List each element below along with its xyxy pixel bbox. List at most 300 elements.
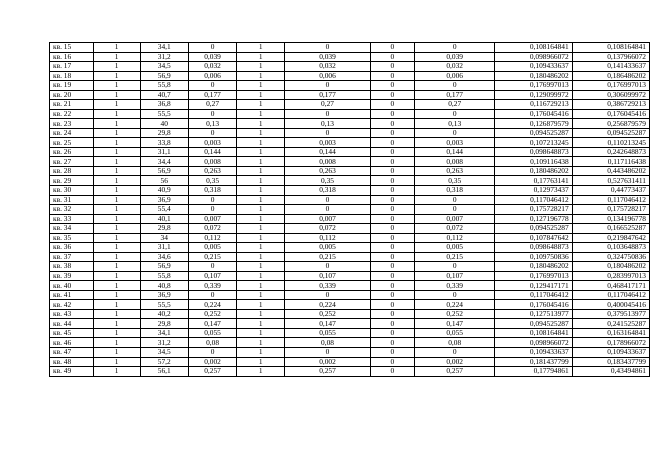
table-row — [50, 271, 650, 281]
table-cell: 0 — [370, 205, 414, 215]
table-cell: 1 — [93, 271, 140, 281]
table-cell: 0,141433637 — [572, 62, 649, 72]
table-cell: 0,318 — [188, 185, 236, 195]
table-cell: 0,008 — [285, 157, 370, 167]
table-cell: 0,181437799 — [495, 357, 572, 367]
table-cell: 33,8 — [140, 138, 188, 148]
table-cell: 0 — [370, 328, 414, 338]
table-cell: 0 — [370, 243, 414, 253]
table-cell: 0,098966072 — [495, 52, 572, 62]
table-row — [50, 300, 650, 310]
table-cell: кв. 39 — [50, 271, 94, 281]
table-row — [50, 290, 650, 300]
table-cell: 0,339 — [285, 281, 370, 291]
table-cell: 0,109433637 — [495, 348, 572, 358]
table-cell: 40,1 — [140, 214, 188, 224]
table-row — [50, 357, 650, 367]
table-body — [50, 43, 650, 377]
table-cell: 0 — [370, 157, 414, 167]
table-row — [50, 348, 650, 358]
table-cell: 1 — [93, 300, 140, 310]
table-cell: 0,109116438 — [495, 157, 572, 167]
table-row — [50, 243, 650, 253]
table-cell: 29,8 — [140, 224, 188, 234]
table-cell: 0 — [370, 300, 414, 310]
table-cell: 0 — [370, 281, 414, 291]
table-cell: 1 — [237, 224, 285, 234]
table-row — [50, 338, 650, 348]
table-cell: 0,215 — [414, 252, 495, 262]
table-cell: 0,007 — [188, 214, 236, 224]
table-cell: 0,176997013 — [572, 81, 649, 91]
table-cell: 0,007 — [414, 214, 495, 224]
table-cell: 0,379513977 — [572, 309, 649, 319]
table-cell: 56,1 — [140, 367, 188, 377]
table-cell: 1 — [93, 166, 140, 176]
table-cell: 0,107 — [285, 271, 370, 281]
table-cell: 0 — [370, 166, 414, 176]
table-cell: 0,005 — [285, 243, 370, 253]
table-cell: кв. 15 — [50, 43, 94, 53]
table-cell: 34,1 — [140, 328, 188, 338]
table-cell: 0,007 — [285, 214, 370, 224]
table-cell: 1 — [237, 319, 285, 329]
table-cell: 34 — [140, 233, 188, 243]
table-cell: 0,176045416 — [572, 109, 649, 119]
table-cell: 0 — [414, 290, 495, 300]
table-cell: 0,215 — [285, 252, 370, 262]
table-cell: 0 — [414, 43, 495, 53]
table-cell: 0,339 — [188, 281, 236, 291]
table-row — [50, 100, 650, 110]
table-cell: 40,8 — [140, 281, 188, 291]
table-row — [50, 166, 650, 176]
table-cell: 1 — [93, 252, 140, 262]
table-cell: кв. 44 — [50, 319, 94, 329]
table-cell: 0,35 — [414, 176, 495, 186]
table-cell: 0,283997013 — [572, 271, 649, 281]
table-cell: 0 — [285, 195, 370, 205]
table-cell: 0,094525287 — [495, 224, 572, 234]
table-cell: 0 — [370, 233, 414, 243]
table-cell: кв. 27 — [50, 157, 94, 167]
table-cell: 0,039 — [285, 52, 370, 62]
table-cell: 0,252 — [188, 309, 236, 319]
table-cell: 0 — [370, 90, 414, 100]
table-cell: 0 — [370, 214, 414, 224]
table-cell: 0,17763141 — [495, 176, 572, 186]
table-cell: 1 — [237, 43, 285, 53]
table-cell: 0,117046412 — [495, 195, 572, 205]
table-cell: 29,8 — [140, 128, 188, 138]
table-cell: 0 — [285, 205, 370, 215]
table-cell: 0,176997013 — [495, 81, 572, 91]
table-cell: 0 — [370, 348, 414, 358]
table-cell: 40,9 — [140, 185, 188, 195]
table-cell: 36,9 — [140, 195, 188, 205]
table-cell: 1 — [93, 262, 140, 272]
table-cell: 0,177 — [414, 90, 495, 100]
table-cell: 0,112 — [285, 233, 370, 243]
table-cell: кв. 18 — [50, 71, 94, 81]
table-cell: 0,180486202 — [495, 166, 572, 176]
table-cell: 0,117046412 — [495, 290, 572, 300]
table-cell: 0,13 — [414, 119, 495, 129]
table-cell: 0,257 — [285, 367, 370, 377]
table-cell: 0 — [188, 205, 236, 215]
table-cell: 0,003 — [414, 138, 495, 148]
table-cell: 0,134196778 — [572, 214, 649, 224]
table-row — [50, 214, 650, 224]
table-cell: 0,008 — [414, 157, 495, 167]
table-cell: 0 — [285, 43, 370, 53]
table-cell: 0,178966072 — [572, 338, 649, 348]
table-cell: 0 — [370, 43, 414, 53]
table-cell: 1 — [93, 195, 140, 205]
table-cell: 0 — [414, 81, 495, 91]
table-cell: 0,072 — [188, 224, 236, 234]
table-cell: 0,112 — [188, 233, 236, 243]
table-cell: 0,318 — [414, 185, 495, 195]
table-cell: 1 — [93, 128, 140, 138]
table-cell: 1 — [237, 128, 285, 138]
table-cell: кв. 28 — [50, 166, 94, 176]
table-cell: 57,2 — [140, 357, 188, 367]
table-cell: 0,175728217 — [495, 205, 572, 215]
table-cell: кв. 43 — [50, 309, 94, 319]
table-cell: 1 — [237, 309, 285, 319]
table-cell: 0,144 — [285, 147, 370, 157]
table-cell: 56,9 — [140, 262, 188, 272]
table-cell: 1 — [237, 109, 285, 119]
table-cell: 1 — [93, 185, 140, 195]
table-cell: 0,318 — [285, 185, 370, 195]
table-cell: 0,032 — [414, 62, 495, 72]
table-cell: 1 — [237, 271, 285, 281]
table-row — [50, 205, 650, 215]
table-cell: 40,7 — [140, 90, 188, 100]
table-cell: 0 — [370, 262, 414, 272]
table-cell: 1 — [237, 52, 285, 62]
table-cell: 1 — [237, 185, 285, 195]
table-cell: 0,006 — [414, 71, 495, 81]
table-cell: 31,1 — [140, 243, 188, 253]
table-cell: 0,224 — [414, 300, 495, 310]
table-cell: 0,144 — [188, 147, 236, 157]
table-row — [50, 309, 650, 319]
table-cell: 0,107 — [414, 271, 495, 281]
table-cell: 34,5 — [140, 348, 188, 358]
table-cell: кв. 42 — [50, 300, 94, 310]
table-cell: 1 — [93, 147, 140, 157]
table-cell: 56,9 — [140, 71, 188, 81]
table-cell: 1 — [237, 214, 285, 224]
table-cell: 1 — [237, 252, 285, 262]
table-cell: 0,177 — [285, 90, 370, 100]
table-cell: кв. 30 — [50, 185, 94, 195]
table-cell: 1 — [237, 290, 285, 300]
table-cell: 0,108164841 — [495, 43, 572, 53]
table-row — [50, 252, 650, 262]
table-cell: 0,032 — [285, 62, 370, 72]
table-cell: 0,252 — [285, 309, 370, 319]
table-cell: 31,2 — [140, 338, 188, 348]
table-cell: 0,219847642 — [572, 233, 649, 243]
table-cell: 1 — [237, 147, 285, 157]
table-cell: кв. 41 — [50, 290, 94, 300]
table-cell: 1 — [93, 138, 140, 148]
table-cell: 0,257 — [188, 367, 236, 377]
table-cell: кв. 48 — [50, 357, 94, 367]
table-cell: 0,147 — [414, 319, 495, 329]
table-cell: 0,055 — [414, 328, 495, 338]
table-cell: 0,005 — [188, 243, 236, 253]
table-cell: 0,109750836 — [495, 252, 572, 262]
table-cell: 0,35 — [188, 176, 236, 186]
table-cell: 1 — [93, 176, 140, 186]
table-cell: 0 — [285, 128, 370, 138]
table-cell: 31,2 — [140, 52, 188, 62]
table-cell: 0,127196778 — [495, 214, 572, 224]
table-cell: 0,002 — [414, 357, 495, 367]
table-cell: 1 — [93, 71, 140, 81]
table-cell: 1 — [237, 71, 285, 81]
table-cell: 0,263 — [285, 166, 370, 176]
table-cell: 0,094525287 — [495, 128, 572, 138]
table-row — [50, 71, 650, 81]
table-cell: 0,400045416 — [572, 300, 649, 310]
table-cell: 40,2 — [140, 309, 188, 319]
table-cell: 36,9 — [140, 290, 188, 300]
table-cell: 0,137966072 — [572, 52, 649, 62]
table-row — [50, 185, 650, 195]
table-cell: 0 — [414, 109, 495, 119]
table-cell: 34,5 — [140, 62, 188, 72]
table-cell: 0,163164841 — [572, 328, 649, 338]
table-row — [50, 147, 650, 157]
table-cell: 1 — [237, 176, 285, 186]
table-cell: кв. 31 — [50, 195, 94, 205]
table-cell: 0 — [285, 262, 370, 272]
table-cell: 0 — [370, 52, 414, 62]
table-cell: 0 — [414, 195, 495, 205]
table-cell: 0,098648873 — [495, 147, 572, 157]
table-cell: 1 — [237, 62, 285, 72]
table-cell: 0,175728217 — [572, 205, 649, 215]
table-row — [50, 157, 650, 167]
table-cell: 0,35 — [285, 176, 370, 186]
table-cell: 0 — [370, 138, 414, 148]
table-cell: 0,112 — [414, 233, 495, 243]
table-cell: 0 — [370, 224, 414, 234]
table-cell: 55,4 — [140, 205, 188, 215]
table-cell: 0 — [188, 290, 236, 300]
table-cell: 0,006 — [285, 71, 370, 81]
table-cell: 0,443486202 — [572, 166, 649, 176]
table-cell: 1 — [237, 81, 285, 91]
table-row — [50, 109, 650, 119]
table-cell: 0 — [414, 348, 495, 358]
table-row — [50, 81, 650, 91]
table-row — [50, 328, 650, 338]
table-cell: 0,116729213 — [495, 100, 572, 110]
table-cell: 0 — [370, 176, 414, 186]
table-cell: 1 — [93, 319, 140, 329]
table-cell: 0,098966072 — [495, 338, 572, 348]
table-cell: 1 — [93, 309, 140, 319]
table-cell: 0,224 — [285, 300, 370, 310]
table-cell: 0,13 — [285, 119, 370, 129]
table-cell: кв. 46 — [50, 338, 94, 348]
table-cell: 0,44773437 — [572, 185, 649, 195]
table-cell: 34,6 — [140, 252, 188, 262]
table-cell: 0,386729213 — [572, 100, 649, 110]
table-cell: 1 — [237, 357, 285, 367]
table-cell: 0,039 — [188, 52, 236, 62]
table-cell: 0,08 — [285, 338, 370, 348]
table-cell: кв. 35 — [50, 233, 94, 243]
table-cell: кв. 23 — [50, 119, 94, 129]
table-cell: 0,103648873 — [572, 243, 649, 253]
table-cell: 1 — [93, 348, 140, 358]
table-cell: 1 — [237, 90, 285, 100]
table-cell: 0,27 — [414, 100, 495, 110]
table-cell: 0 — [188, 128, 236, 138]
table-cell: 0,117046412 — [572, 290, 649, 300]
table-cell: 0,176997013 — [495, 271, 572, 281]
table-cell: 0,094525287 — [572, 128, 649, 138]
table-cell: 1 — [237, 166, 285, 176]
table-cell: 0 — [370, 290, 414, 300]
table-cell: 0,107 — [188, 271, 236, 281]
table-cell: 1 — [237, 138, 285, 148]
table-cell: 0,08 — [188, 338, 236, 348]
table-cell: 1 — [237, 300, 285, 310]
table-cell: 0,324750836 — [572, 252, 649, 262]
table-cell: 0,12973437 — [495, 185, 572, 195]
table-cell: 36,8 — [140, 100, 188, 110]
table-row — [50, 128, 650, 138]
table-row — [50, 281, 650, 291]
table-cell: 0,055 — [285, 328, 370, 338]
table-cell: 34,1 — [140, 43, 188, 53]
table-row — [50, 367, 650, 377]
table-cell: 0 — [370, 319, 414, 329]
table-cell: кв. 36 — [50, 243, 94, 253]
table-cell: 1 — [93, 224, 140, 234]
table-cell: 0,13 — [188, 119, 236, 129]
table-cell: 1 — [237, 243, 285, 253]
table-cell: кв. 20 — [50, 90, 94, 100]
table-cell: 1 — [237, 338, 285, 348]
table-cell: 0 — [414, 262, 495, 272]
table-cell: 1 — [237, 205, 285, 215]
table-cell: 1 — [93, 357, 140, 367]
table-cell: 0,107213245 — [495, 138, 572, 148]
table-cell: 0 — [370, 71, 414, 81]
table-cell: 0,252 — [414, 309, 495, 319]
table-cell: 0,306099972 — [572, 90, 649, 100]
table-cell: кв. 16 — [50, 52, 94, 62]
table-cell: 1 — [237, 119, 285, 129]
table-cell: 0 — [188, 81, 236, 91]
table-cell: кв. 26 — [50, 147, 94, 157]
table-cell: 0 — [370, 338, 414, 348]
table-cell: 55,5 — [140, 300, 188, 310]
table-cell: 55,5 — [140, 109, 188, 119]
table-cell: 0,109433637 — [572, 348, 649, 358]
table-cell: 0,527631411 — [572, 176, 649, 186]
table-cell: 0 — [188, 195, 236, 205]
table-cell: 0,147 — [285, 319, 370, 329]
table-cell: 0 — [370, 119, 414, 129]
table-cell: 1 — [237, 348, 285, 358]
table-cell: 0 — [370, 109, 414, 119]
table-cell: 40 — [140, 119, 188, 129]
table-cell: 0 — [370, 367, 414, 377]
table-cell: 0,256879579 — [572, 119, 649, 129]
table-cell: 0,108164841 — [495, 328, 572, 338]
table-cell: 0 — [285, 348, 370, 358]
table-cell: 0,147 — [188, 319, 236, 329]
table-cell: кв. 19 — [50, 81, 94, 91]
table-cell: 31,1 — [140, 147, 188, 157]
table-cell: 0,006 — [188, 71, 236, 81]
table-cell: 1 — [93, 81, 140, 91]
table-cell: 1 — [93, 281, 140, 291]
table-cell: 0 — [370, 100, 414, 110]
table-cell: 55,8 — [140, 271, 188, 281]
table-cell: 1 — [237, 195, 285, 205]
table-cell: 0,27 — [285, 100, 370, 110]
table-cell: 0 — [370, 252, 414, 262]
table-cell: 0,224 — [188, 300, 236, 310]
table-cell: 0,263 — [188, 166, 236, 176]
table-cell: 0,003 — [285, 138, 370, 148]
table-cell: 0,17794861 — [495, 367, 572, 377]
table-cell: 0,144 — [414, 147, 495, 157]
table-cell: 0 — [370, 81, 414, 91]
table-cell: 0,186486202 — [572, 71, 649, 81]
table-cell: 1 — [237, 328, 285, 338]
table-cell: 0,039 — [414, 52, 495, 62]
table-cell: кв. 45 — [50, 328, 94, 338]
table-cell: 0,339 — [414, 281, 495, 291]
table-cell: 1 — [93, 205, 140, 215]
table-cell: 0 — [370, 185, 414, 195]
table-cell: 0,43494861 — [572, 367, 649, 377]
table-cell: 0 — [370, 128, 414, 138]
table-cell: 0 — [188, 262, 236, 272]
table-cell: 0 — [414, 128, 495, 138]
table-cell: 1 — [93, 52, 140, 62]
table-cell: 0,183437799 — [572, 357, 649, 367]
table-cell: 0,108164841 — [572, 43, 649, 53]
table-cell: кв. 33 — [50, 214, 94, 224]
table-cell: кв. 24 — [50, 128, 94, 138]
table-cell: 34,4 — [140, 157, 188, 167]
table-cell: кв. 17 — [50, 62, 94, 72]
table-cell: 0,098648873 — [495, 243, 572, 253]
table-row — [50, 138, 650, 148]
table-cell: 1 — [93, 43, 140, 53]
table-cell: 56 — [140, 176, 188, 186]
table-cell: 0 — [370, 357, 414, 367]
table-row — [50, 262, 650, 272]
table-cell: 0,241525287 — [572, 319, 649, 329]
table-cell: кв. 40 — [50, 281, 94, 291]
table-cell: кв. 32 — [50, 205, 94, 215]
